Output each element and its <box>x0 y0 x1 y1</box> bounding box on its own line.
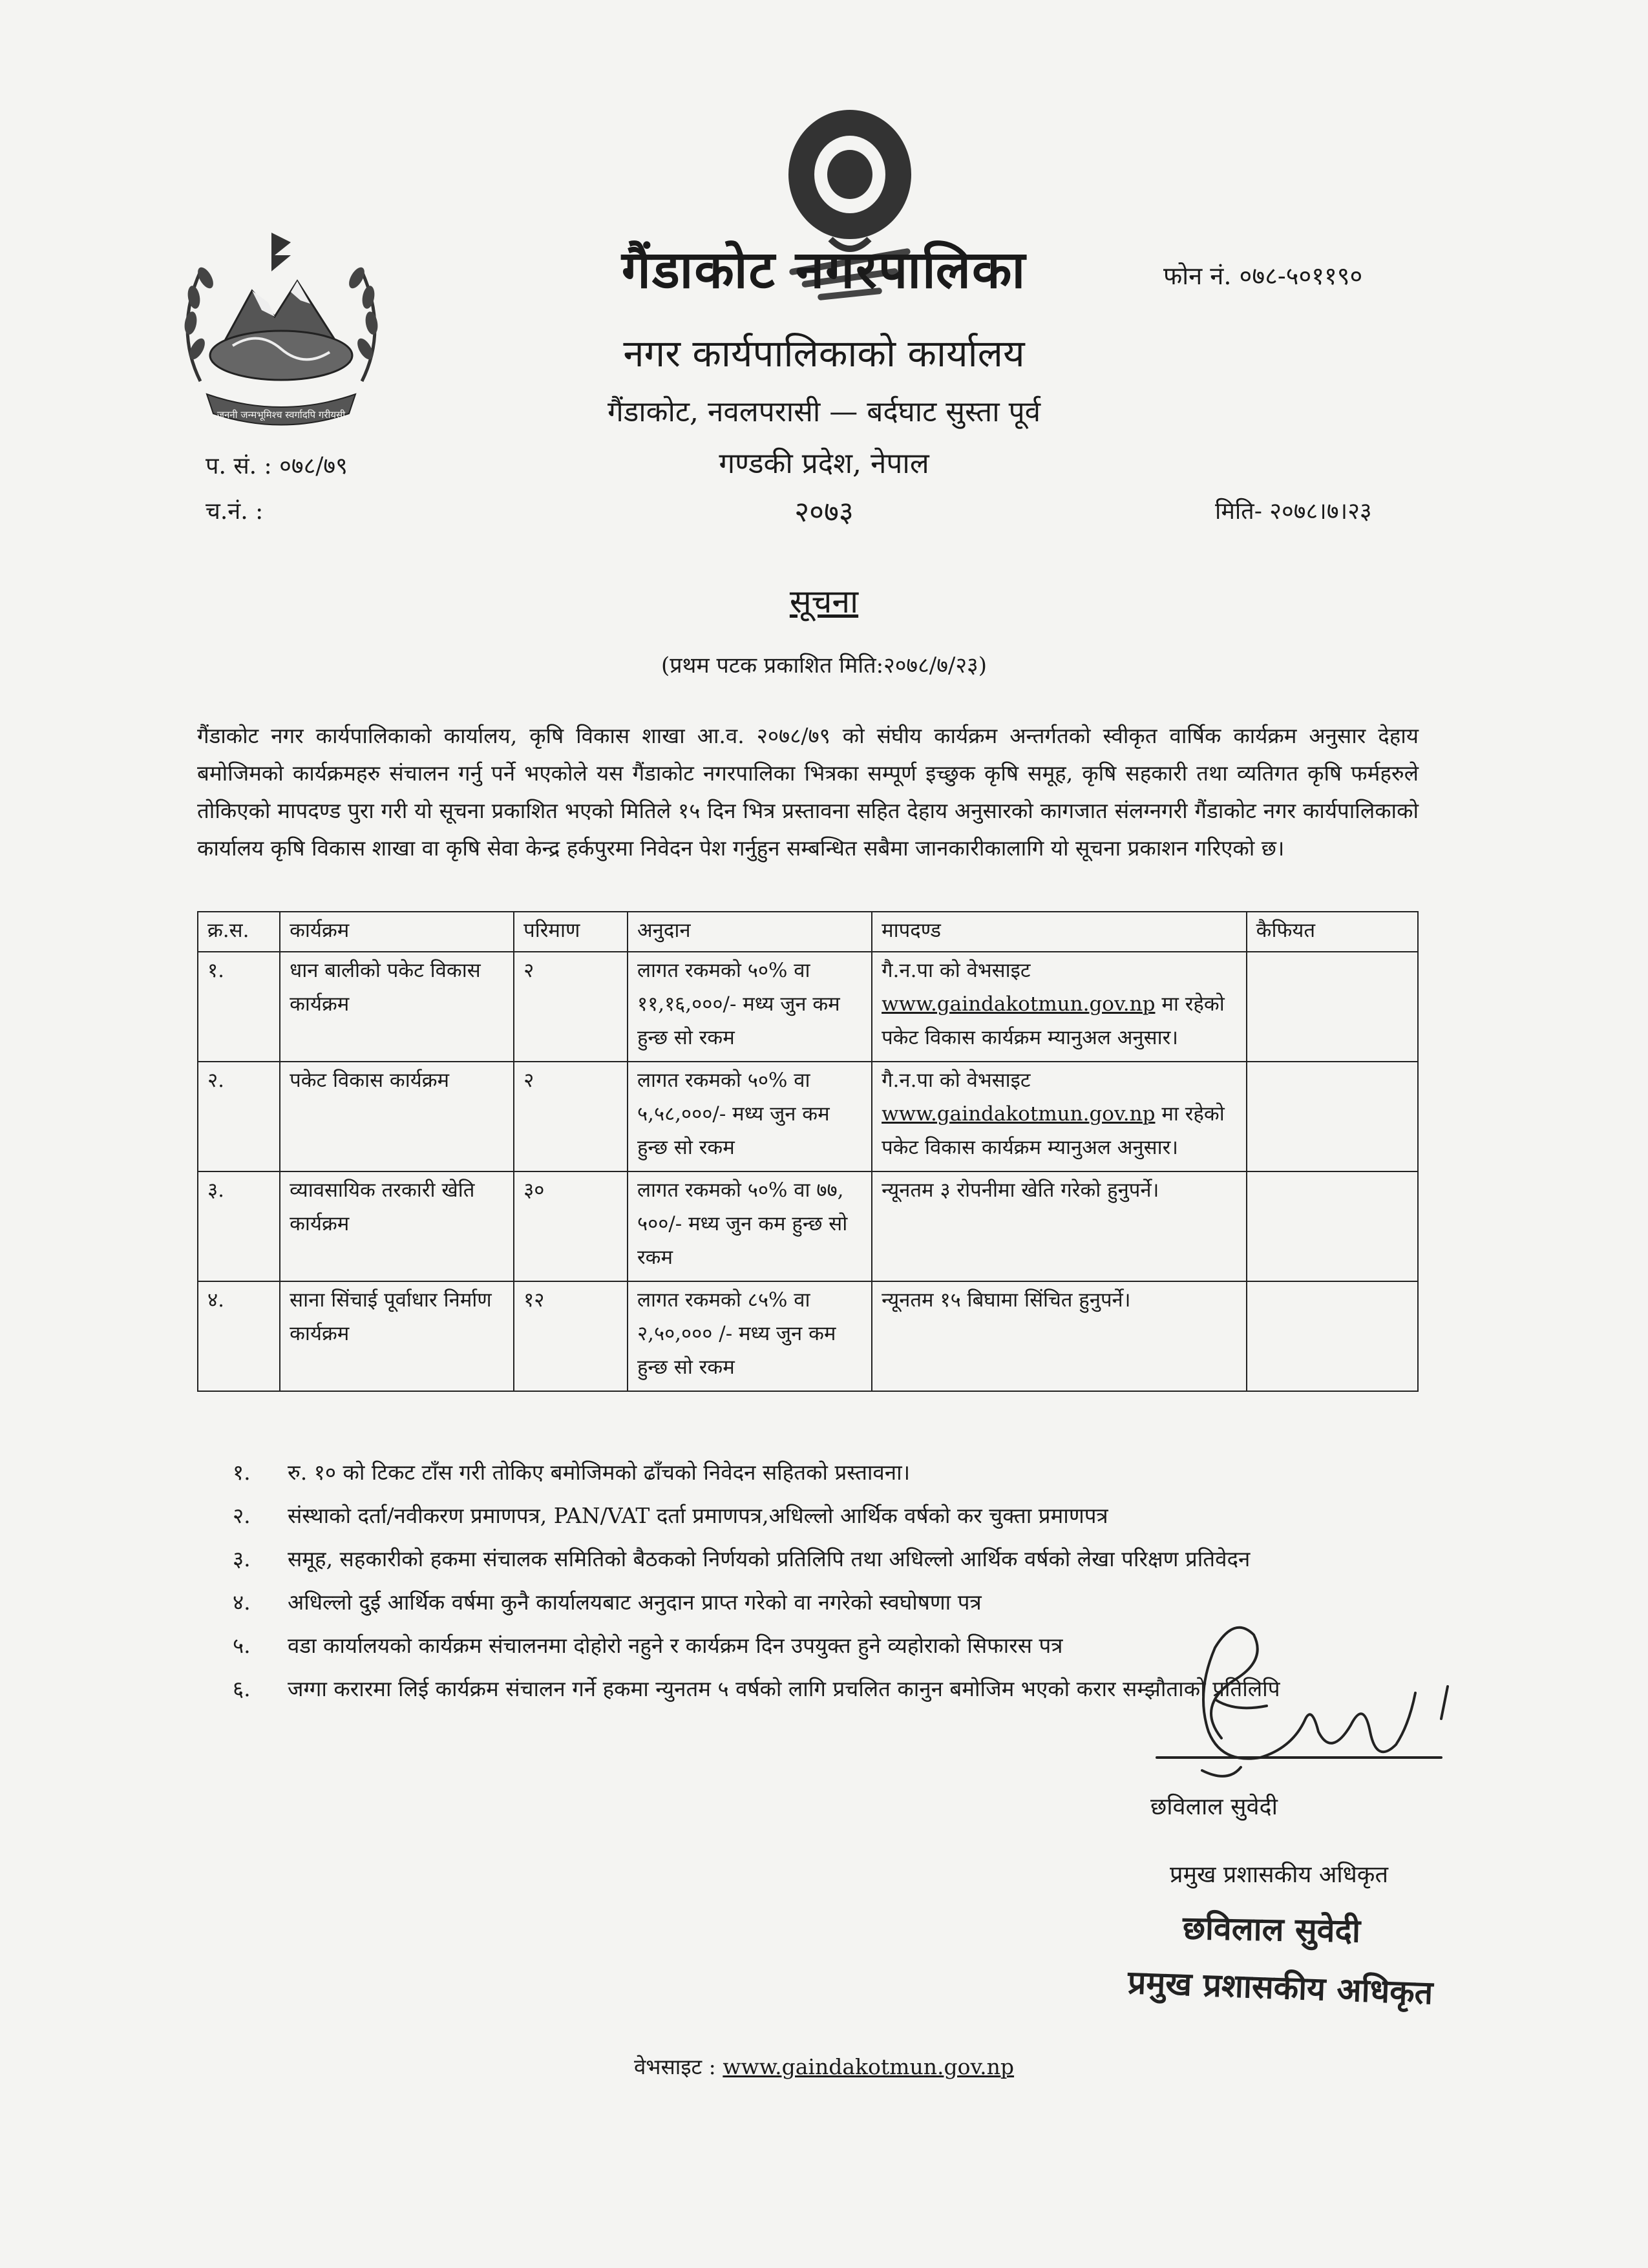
cell-criteria <box>872 1062 1247 1171</box>
col-header-sn: क्र.स. <box>198 912 280 952</box>
list-item <box>233 1451 1461 1494</box>
cell-criteria: न्यूनतम ३ रोपनीमा खेति गरेको हुनुपर्ने। <box>872 1171 1247 1281</box>
list-item-number: ४. <box>233 1590 251 1615</box>
cell-sn: २. <box>198 1062 280 1171</box>
office-name: नगर कार्यपालिकाको कार्यालय <box>623 331 1025 375</box>
office-province: गण्डकी प्रदेश, नेपाल <box>719 447 929 480</box>
col-header-grant: अनुदान <box>628 912 872 952</box>
cell-grant: लागत रकमको ५०% वा ७७, ५००/- मध्य जुन कम हुन्छ सो रकम <box>628 1171 872 1281</box>
col-header-remarks: कैफियत <box>1247 912 1418 952</box>
criteria-text: गै.न.पा को वेभसाइट <box>882 959 1031 982</box>
stamp-name: छविलाल सुवेदी <box>1182 1908 1361 1950</box>
cell-remarks <box>1247 1281 1418 1391</box>
list-item-number: ५. <box>233 1633 251 1658</box>
cell-grant: लागत रकमको ८५% वा २,५०,००० /- मध्य जुन कम हुन्छ सो रकम <box>628 1281 872 1391</box>
emblem-motto: जननी जन्मभूमिश्च स्वर्गादपि गरीयसी <box>217 409 346 421</box>
letter-date: मिति- २०७८।७।२३ <box>1215 498 1372 525</box>
list-item-number: १. <box>233 1460 251 1485</box>
list-item-text: रु. १० को टिकट टाँस गरी तोकिए बमोजिमको ढाँचको निवेदन सहितको प्रस्तावना। <box>288 1460 911 1485</box>
list-item-text: समूह, सहकारीको हकमा संचालक समितिको बैठकको निर्णयको प्रतिलिपि तथा अधिल्लो आर्थिक वर्षको लेखा परिक्षण प्रतिवेदन <box>288 1546 1251 1571</box>
table-row <box>198 952 1418 1062</box>
list-item <box>233 1494 1461 1537</box>
cell-criteria: न्यूनतम १५ बिघामा सिंचित हुनुपर्ने। <box>872 1281 1247 1391</box>
website-link[interactable]: www.gaindakotmun.gov.np <box>882 1102 1156 1126</box>
cell-program: पकेट विकास कार्यक्रम <box>280 1062 514 1171</box>
footer-label: वेभसाइट : <box>633 2054 716 2079</box>
signatory-title: प्रमुख प्रशासकीय अधिकृत <box>1170 1862 1388 1888</box>
table-row <box>198 1171 1418 1281</box>
table-header-row <box>198 912 1418 952</box>
cell-sn: ४. <box>198 1281 280 1391</box>
footer-website <box>0 2052 1648 2081</box>
cell-sn: ३. <box>198 1171 280 1281</box>
website-link[interactable]: www.gaindakotmun.gov.np <box>882 992 1156 1016</box>
list-item-number: २. <box>233 1503 251 1528</box>
col-header-quantity: परिमाण <box>514 912 628 952</box>
cell-grant: लागत रकमको ५०% वा ११,१६,०००/- मध्य जुन कम हुन्छ सो रकम <box>628 952 872 1062</box>
stamp-title: प्रमुख प्रशासकीय अधिकृत <box>1127 1962 1434 2012</box>
col-header-criteria: मापदण्ड <box>872 912 1247 952</box>
cell-program: धान बालीको पकेट विकास कार्यक्रम <box>280 952 514 1062</box>
criteria-text: गै.न.पा को वेभसाइट <box>882 1069 1031 1092</box>
cell-criteria <box>872 952 1247 1062</box>
list-item <box>233 1537 1461 1580</box>
footer-website-link[interactable]: www.gaindakotmun.gov.np <box>723 2054 1015 2079</box>
criteria-text: मा रहेको पकेट विकास कार्यक्रम म्यानुअल अनुसार। <box>882 1102 1225 1159</box>
dispatch-number: च.नं. : <box>206 498 264 525</box>
cell-quantity: २ <box>514 1062 628 1171</box>
cell-grant: लागत रकमको ५०% वा ५,५८,०००/- मध्य जुन कम हुन्छ सो रकम <box>628 1062 872 1171</box>
phone-number: फोन नं. ०७८-५०११९० <box>1163 262 1363 290</box>
list-item-number: ६. <box>233 1676 251 1701</box>
cell-quantity: ३० <box>514 1171 628 1281</box>
table-row <box>198 1281 1418 1391</box>
list-item-number: ३. <box>233 1546 251 1571</box>
municipality-title: गैंडाकोट नगरपालिका <box>621 239 1027 300</box>
cell-remarks <box>1247 1062 1418 1171</box>
notice-publish-date: (प्रथम पटक प्रकाशित मिति:२०७८/७/२३) <box>661 653 987 678</box>
notice-body: गैंडाकोट नगर कार्यपालिकाको कार्यालय, कृषि विकास शाखा आ.व. २०७८/७९ को संघीय कार्यक्रम अन्तर्गतको स्वीकृत वार्षिक कार्यक्रम अनुसार देहाय बमोजिमको कार्यक्रमहरु संचालन गर्नु पर्ने भएकोले यस गैंडाकोट नगरपालिका भित्रका सम्पूर्ण इच्छुक कृषि समूह, कृषि सहकारी तथा व्यतिगत कृषि फर्महरुले तोकिएको मापदण्ड पुरा गरी यो सूचना प्रकाशित भएको मितिले १५ दिन भित्र प्रस्तावना सहित देहाय अनुसारको कागजात संलग्नगरी गैंडाकोट नगर कार्यपालिकाको कार्यालय कृषि विकास शाखा वा कृषि सेवा केन्द्र हर्कपुरमा निवेदन पेश गर्नुहुन सम्बन्धित सबैमा जानकारीकालागि यो सूचना प्रकाशन गरिएको छ। <box>197 723 1419 861</box>
notice-title: सूचना <box>789 583 859 620</box>
cell-remarks <box>1247 1171 1418 1281</box>
cell-quantity: १२ <box>514 1281 628 1391</box>
cell-remarks <box>1247 952 1418 1062</box>
list-item-text: संस्थाको दर्ता/नवीकरण प्रमाणपत्र, PAN/VAT दर्ता प्रमाणपत्र,अधिल्लो आर्थिक वर्षको कर चुक्ता प्रमाणपत्र <box>288 1503 1108 1528</box>
criteria-text: मा रहेको पकेट विकास कार्यक्रम म्यानुअल अनुसार। <box>882 992 1225 1049</box>
table-row <box>198 1062 1418 1171</box>
established-year: २०७३ <box>794 496 854 529</box>
list-item-text: जग्गा करारमा लिई कार्यक्रम संचालन गर्ने हकमा न्युनतम ५ वर्षको लागि प्रचलित कानुन बमोजिम भएको करार सम्झौताको प्रतिलिपि <box>288 1676 1280 1701</box>
cell-program: व्यावसायिक तरकारी खेति कार्यक्रम <box>280 1171 514 1281</box>
cell-quantity: २ <box>514 952 628 1062</box>
cell-program: साना सिंचाई पूर्वाधार निर्माण कार्यक्रम <box>280 1281 514 1391</box>
reference-number: प. सं. : ०७८/७९ <box>206 453 348 479</box>
program-table <box>197 911 1419 1392</box>
office-address: गैंडाकोट, नवलपरासी — बर्दघाट सुस्ता पूर्व <box>607 395 1041 428</box>
signatory-name: छविलाल सुवेदी <box>1150 1794 1278 1820</box>
col-header-program: कार्यक्रम <box>280 912 514 952</box>
list-item-text: अधिल्लो दुई आर्थिक वर्षमा कुनै कार्यालयबाट अनुदान प्राप्त गरेको वा नगरेको स्वघोषणा पत्र <box>288 1590 982 1615</box>
handwritten-signature <box>1137 1609 1474 1803</box>
list-item-text: वडा कार्यालयको कार्यक्रम संचालनमा दोहोरो नहुने र कार्यक्रम दिन उपयुक्त हुने व्यहोराको सिफारस पत्र <box>288 1633 1063 1658</box>
cell-sn: १. <box>198 952 280 1062</box>
